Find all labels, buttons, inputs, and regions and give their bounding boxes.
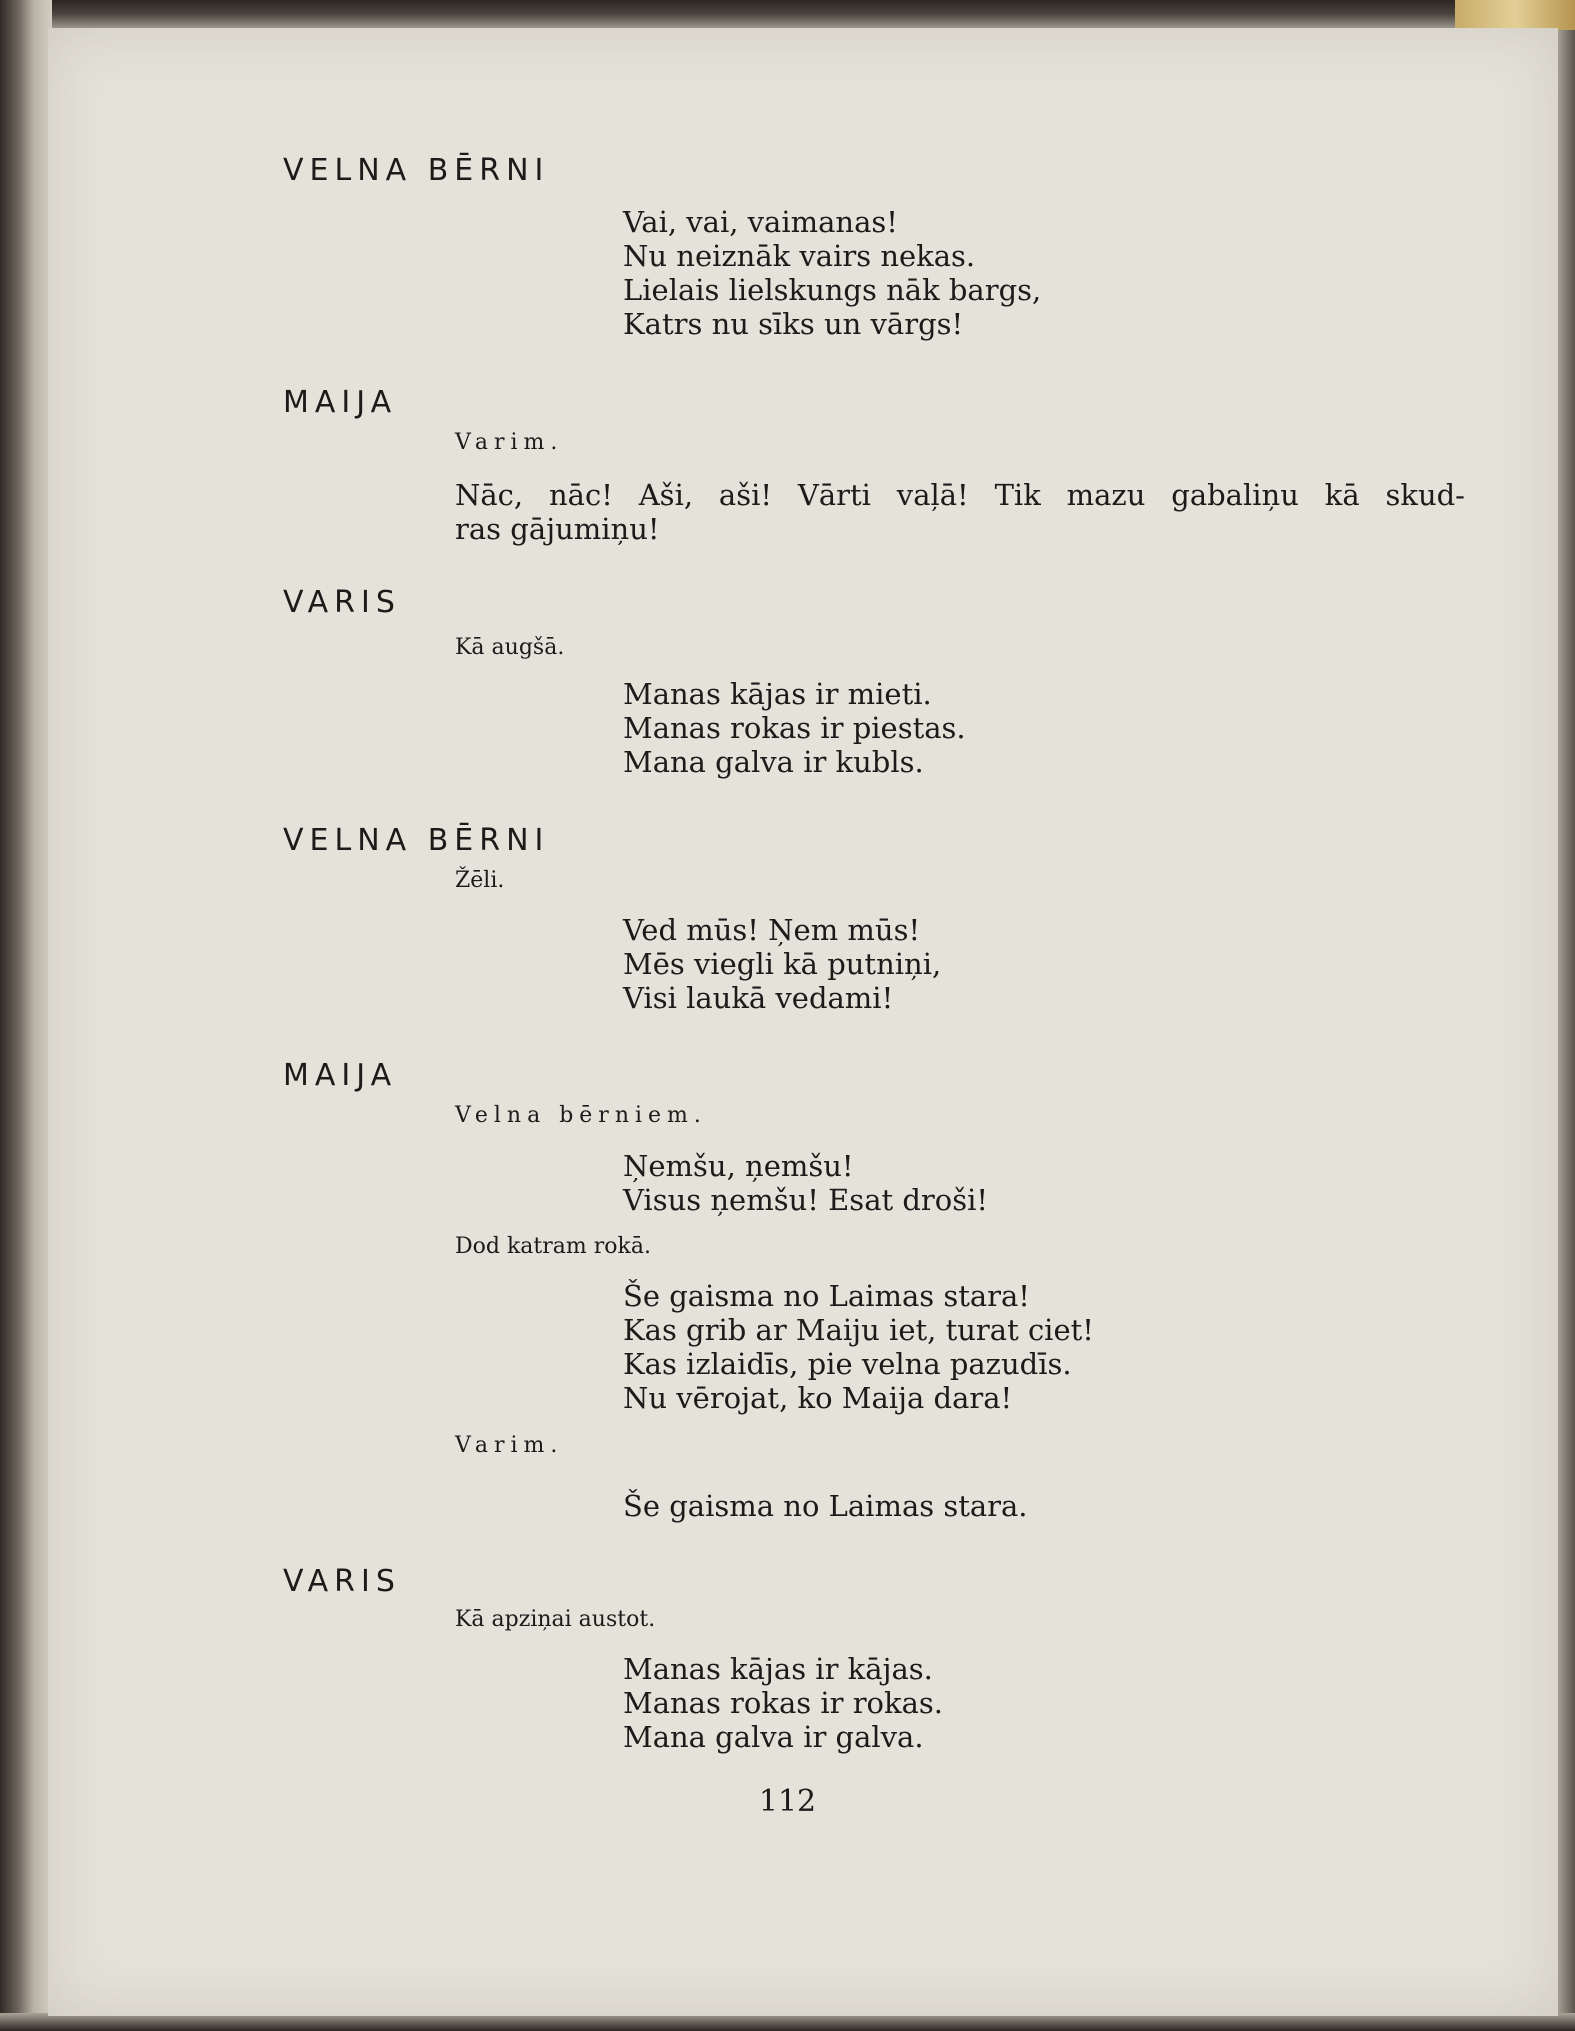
- speaker-name: VELNA BĒRNI: [283, 153, 550, 188]
- verse-line: Ņemšu, ņemšu!: [623, 1149, 854, 1183]
- verse-line: Lielais lielskungs nāk bargs,: [623, 273, 1042, 307]
- verse-line: Mana galva ir galva.: [623, 1720, 924, 1754]
- stage-direction: Velna bērniem.: [455, 1103, 707, 1128]
- verse-line: Manas rokas ir rokas.: [623, 1686, 943, 1720]
- verse-line: Še gaisma no Laimas stara!: [623, 1279, 1030, 1313]
- speaker-name: VARIS: [283, 585, 401, 620]
- verse-line: Nu vērojat, ko Maija dara!: [623, 1381, 1013, 1415]
- verse-line: Še gaisma no Laimas stara.: [623, 1489, 1028, 1523]
- stage-direction: Kā apziņai austot.: [455, 1607, 656, 1632]
- speaker-name: VELNA BĒRNI: [283, 823, 550, 858]
- speaker-name: MAIJA: [283, 1058, 398, 1093]
- verse-line: Visi laukā vedami!: [623, 981, 894, 1015]
- verse-line: Visus ņemšu! Esat droši!: [623, 1183, 989, 1217]
- verse-line: Ved mūs! Ņem mūs!: [623, 913, 921, 947]
- verse-line: Kas grib ar Maiju iet, turat ciet!: [623, 1313, 1094, 1347]
- stage-direction: Varim.: [455, 1433, 564, 1458]
- verse-line: Mana galva ir kubls.: [623, 745, 924, 779]
- verse-line: Manas rokas ir piestas.: [623, 711, 966, 745]
- verse-line: Kas izlaidīs, pie velna pazudīs.: [623, 1347, 1072, 1381]
- verse-line: Manas kājas ir mieti.: [623, 677, 932, 711]
- verse-line: Manas kājas ir kājas.: [623, 1652, 933, 1686]
- page-number: 112: [758, 1784, 817, 1819]
- speaker-name: VARIS: [283, 1564, 401, 1599]
- prose-line: ras gājumiņu!: [455, 512, 660, 546]
- stage-direction: Varim.: [455, 430, 564, 455]
- verse-line: Nu neiznāk vairs nekas.: [623, 239, 976, 273]
- speaker-name: MAIJA: [283, 385, 398, 420]
- verse-line: Katrs nu sīks un vārgs!: [623, 307, 964, 341]
- verse-line: Mēs viegli kā putniņi,: [623, 947, 942, 981]
- stage-direction: Žēli.: [455, 868, 505, 893]
- verse-line: Vai, vai, vaimanas!: [623, 205, 898, 239]
- book-spine: [0, 0, 52, 2031]
- stage-direction: Kā augšā.: [455, 635, 565, 660]
- stage-direction: Dod katram rokā.: [455, 1234, 651, 1259]
- prose-line: Nāc, nāc! Aši, aši! Vārti vaļā! Tik mazu gabaliņu kā skud-: [455, 478, 1465, 512]
